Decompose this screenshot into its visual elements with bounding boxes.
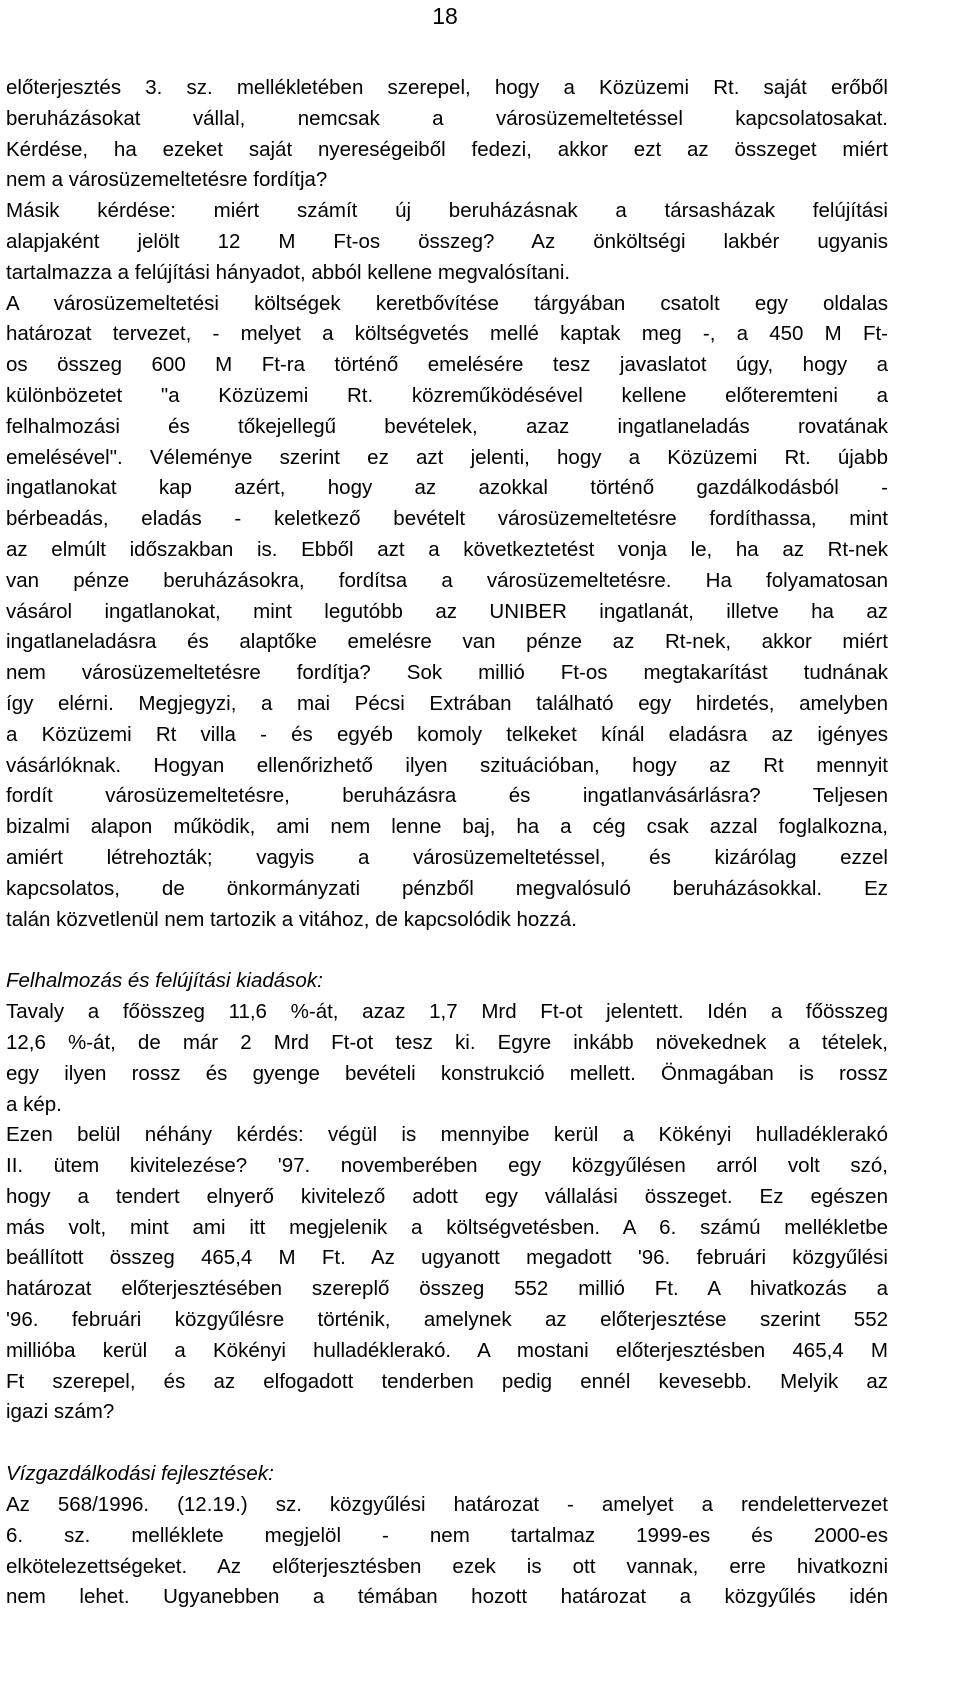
section-heading-vizgazdalkodas: Vízgazdálkodási fejlesztések: — [6, 1462, 274, 1486]
text-line: határozat előterjesztésében szereplő összeg 552 millió Ft. A hivatkozás a — [6, 1277, 888, 1301]
text-line: emelésével". Véleménye szerint ez azt jelenti, hogy a Közüzemi Rt. újabb — [6, 445, 888, 469]
page-number: 18 — [432, 3, 458, 29]
text-line: vásárol ingatlanokat, mint legutóbb az UNIBER ingatlanát, illetve ha az — [6, 599, 888, 623]
text-line: előterjesztés 3. sz. mellékletében szerepel, hogy a Közüzemi Rt. saját erőből — [6, 76, 888, 99]
text-line: 12,6 %-át, de már 2 Mrd Ft-ot tesz ki. Egyre inkább növekednek a tételek, — [6, 1030, 888, 1054]
text-line: bizalmi alapon működik, ami nem lenne baj, ha a cég csak azzal foglalkozna, — [6, 815, 888, 839]
text-line: Ezen belül néhány kérdés: végül is mennyibe kerül a Kökényi hulladéklerakó — [6, 1123, 888, 1147]
text-line: a Közüzemi Rt villa - és egyéb komoly telkeket kínál eladásra az igényes — [6, 722, 888, 746]
text-line: nem városüzemeltetésre fordítja? Sok millió Ft-os megtakarítást tudnának — [6, 661, 888, 685]
text-line: hogy a tendert elnyerő kivitelező adott egy vállalási összeget. Ez egészen — [6, 1184, 888, 1208]
text-line: igazi szám? — [6, 1400, 115, 1424]
text-line: kapcsolatos, de önkormányzati pénzből megvalósuló beruházásokkal. Ez — [6, 876, 888, 900]
text-line: A városüzemeltetési költségek keretbővítése tárgyában csatolt egy oldalas — [6, 291, 888, 315]
text-line: az elmúlt időszakban is. Ebből azt a következtetést vonja le, ha az Rt-nek — [6, 537, 888, 561]
text-line: határozat tervezet, - melyet a költségvetés mellé kaptak meg -, a 450 M Ft- — [6, 322, 888, 346]
text-line: Ft szerepel, és az elfogadott tenderben pedig ennél kevesebb. Melyik az — [6, 1369, 888, 1393]
section-vizgazdalkodas-body — [6, 1490, 888, 1613]
text-line: vásárlóknak. Hogyan ellenőrizhető ilyen szituációban, hogy az Rt mennyit — [6, 753, 888, 777]
text-line: más volt, mint ami itt megjelenik a költségvetésben. A 6. számú mellékletbe — [6, 1215, 888, 1239]
text-line: felhalmozási és tőkejellegű bevételek, azaz ingatlaneladás rovatának — [6, 414, 888, 438]
text-line: os összeg 600 M Ft-ra történő emelésére tesz javaslatot úgy, hogy a — [6, 353, 888, 377]
text-line: ingatlaneladásra és alaptőke emelésre van pénze az Rt-nek, akkor miért — [6, 630, 888, 654]
text-line: Kérdése, ha ezeket saját nyereségeiből fedezi, akkor ezt az összeget miért — [6, 137, 888, 161]
intro-paragraph — [6, 73, 888, 935]
section-felhalmozas-body — [6, 997, 888, 1428]
text-line: alapjaként jelölt 12 M Ft-os összeg? Az önköltségi lakbér ugyanis — [6, 229, 888, 253]
text-line: beállított összeg 465,4 M Ft. Az ugyanott megadott '96. februári közgyűlési — [6, 1246, 888, 1270]
text-line: van pénze beruházásokra, fordítsa a városüzemeltetésre. Ha folyamatosan — [6, 568, 888, 592]
text-line: millióba kerül a Kökényi hulladéklerakó. A mostani előterjesztésben 465,4 M — [6, 1338, 888, 1362]
text-line: így elérni. Megjegyzi, a mai Pécsi Extrában található egy hirdetés, amelyben — [6, 691, 888, 715]
text-line: nem a városüzemeltetésre fordítja? — [6, 168, 328, 192]
text-line: talán közvetlenül nem tartozik a vitához, de kapcsolódik hozzá. — [6, 907, 577, 931]
section-heading-felhalmozas: Felhalmozás és felújítási kiadások: — [6, 969, 323, 993]
text-line: '96. februári közgyűlésre történik, amelynek az előterjesztése szerint 552 — [6, 1308, 888, 1332]
text-line: fordít városüzemeltetésre, beruházásra és ingatlanvásárlásra? Teljesen — [6, 784, 888, 808]
section-spacer — [6, 935, 888, 966]
text-line: II. ütem kivitelezése? '97. novemberében egy közgyűlésen arról volt szó, — [6, 1154, 888, 1178]
text-line: Tavaly a főösszeg 11,6 %-át, azaz 1,7 Mrd Ft-ot jelentett. Idén a főösszeg — [6, 1000, 888, 1024]
text-line: Az 568/1996. (12.19.) sz. közgyűlési határozat - amelyet a rendelettervezet — [6, 1493, 888, 1517]
section-spacer — [6, 1428, 888, 1459]
text-line: a kép. — [6, 1092, 62, 1116]
text-line: amiért létrehozták; vagyis a városüzemeltetéssel, és kizárólag ezzel — [6, 845, 888, 869]
text-line: Másik kérdése: miért számít új beruházásnak a társasházak felújítási — [6, 199, 888, 223]
text-line: elkötelezettségeket. Az előterjesztésben ezek is ott vannak, erre hivatkozni — [6, 1554, 888, 1578]
text-line: ingatlanokat kap azért, hogy az azokkal történő gazdálkodásból - — [6, 476, 888, 500]
text-line: bérbeadás, eladás - keletkező bevételt városüzemeltetésre fordíthassa, mint — [6, 507, 888, 531]
text-line: beruházásokat vállal, nemcsak a városüzemeltetéssel kapcsolatosakat. — [6, 106, 888, 130]
text-line: egy ilyen rossz és gyenge bevételi konstrukció mellett. Önmagában is rossz — [6, 1061, 888, 1085]
text-line: különbözetet "a Közüzemi Rt. közreműködésével kellene előteremteni a — [6, 383, 888, 407]
text-line: nem lehet. Ugyanebben a témában hozott határozat a közgyűlés idén — [6, 1585, 888, 1609]
document-body — [6, 73, 888, 1613]
text-line: tartalmazza a felújítási hányadot, abból kellene megvalósítani. — [6, 260, 571, 284]
text-line: 6. sz. melléklete megjelöl - nem tartalmaz 1999-es és 2000-es — [6, 1523, 888, 1547]
